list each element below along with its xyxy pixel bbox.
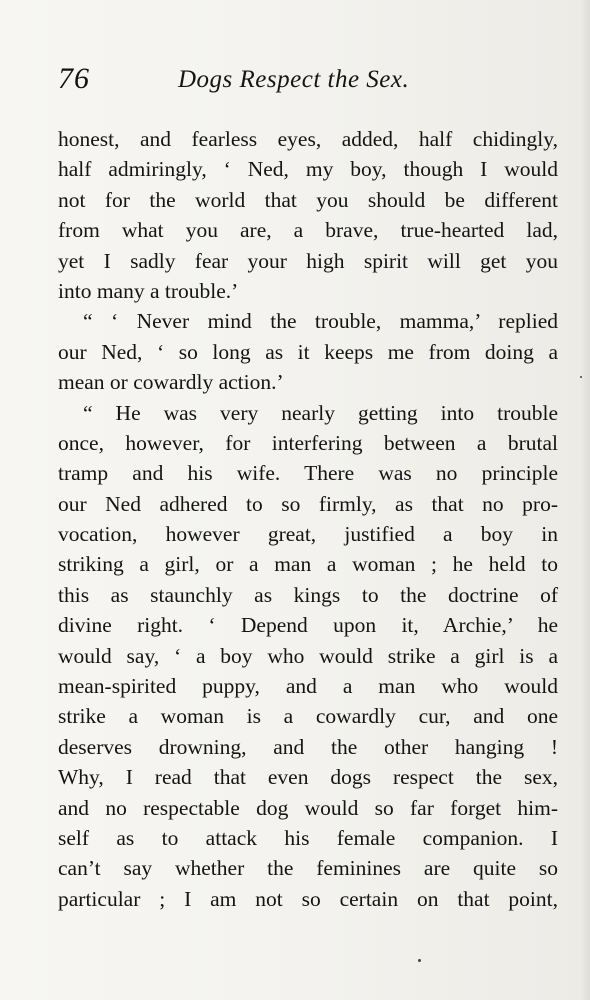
text-line: honest, and fearless eyes, added, half chidingly, xyxy=(58,127,558,151)
text-line: “ ‘ Never mind the trouble, mamma,’ replied xyxy=(83,309,558,334)
text-line: and no respectable dog would so far forget him- xyxy=(58,795,558,820)
text-line: into many a trouble.’ xyxy=(58,278,239,303)
print-speck xyxy=(580,376,582,378)
text-line: this as staunchly as kings to the doctrine of xyxy=(58,582,558,607)
text-line: tramp and his wife. There was no principle xyxy=(58,461,558,486)
text-line: mean or cowardly action.’ xyxy=(58,370,284,395)
text-line: particular ; I am not so certain on that point, xyxy=(58,886,558,911)
print-speck xyxy=(418,959,421,962)
page-edge-shadow xyxy=(580,0,590,1000)
text-line: our Ned, ‘ so long as it keeps me from doing a xyxy=(58,339,558,364)
text-line: once, however, for interfering between a brutal xyxy=(58,430,558,455)
text-line: would say, ‘ a boy who would strike a girl is a xyxy=(58,643,558,668)
page-number: 76 xyxy=(58,62,90,95)
text-line: from what you are, a brave, true-hearted lad, xyxy=(58,218,558,243)
text-line: vocation, however great, justified a boy in xyxy=(58,522,558,547)
body-text xyxy=(58,124,558,914)
text-line: self as to attack his female companion. I xyxy=(58,825,558,850)
page-header xyxy=(58,62,548,106)
text-line: yet I sadly fear your high spirit will get you xyxy=(58,248,558,273)
text-line: “ He was very nearly getting into trouble xyxy=(83,400,558,425)
text-line: not for the world that you should be different xyxy=(58,187,558,212)
text-line: strike a woman is a cowardly cur, and one xyxy=(58,704,558,729)
text-line: half admiringly, ‘ Ned, my boy, though I would xyxy=(58,157,558,182)
text-line: our Ned adhered to so firmly, as that no pro- xyxy=(58,491,558,516)
text-line: Why, I read that even dogs respect the sex, xyxy=(58,765,558,790)
running-head: Dogs Respect the Sex. xyxy=(178,66,410,93)
text-line: striking a girl, or a man a woman ; he held to xyxy=(58,552,558,577)
text-line: divine right. ‘ Depend upon it, Archie,’ he xyxy=(58,613,558,638)
text-line: mean-spirited puppy, and a man who would xyxy=(58,674,558,699)
text-line: deserves drowning, and the other hanging ! xyxy=(58,734,558,759)
text-line: can’t say whether the feminines are quite so xyxy=(58,856,558,881)
